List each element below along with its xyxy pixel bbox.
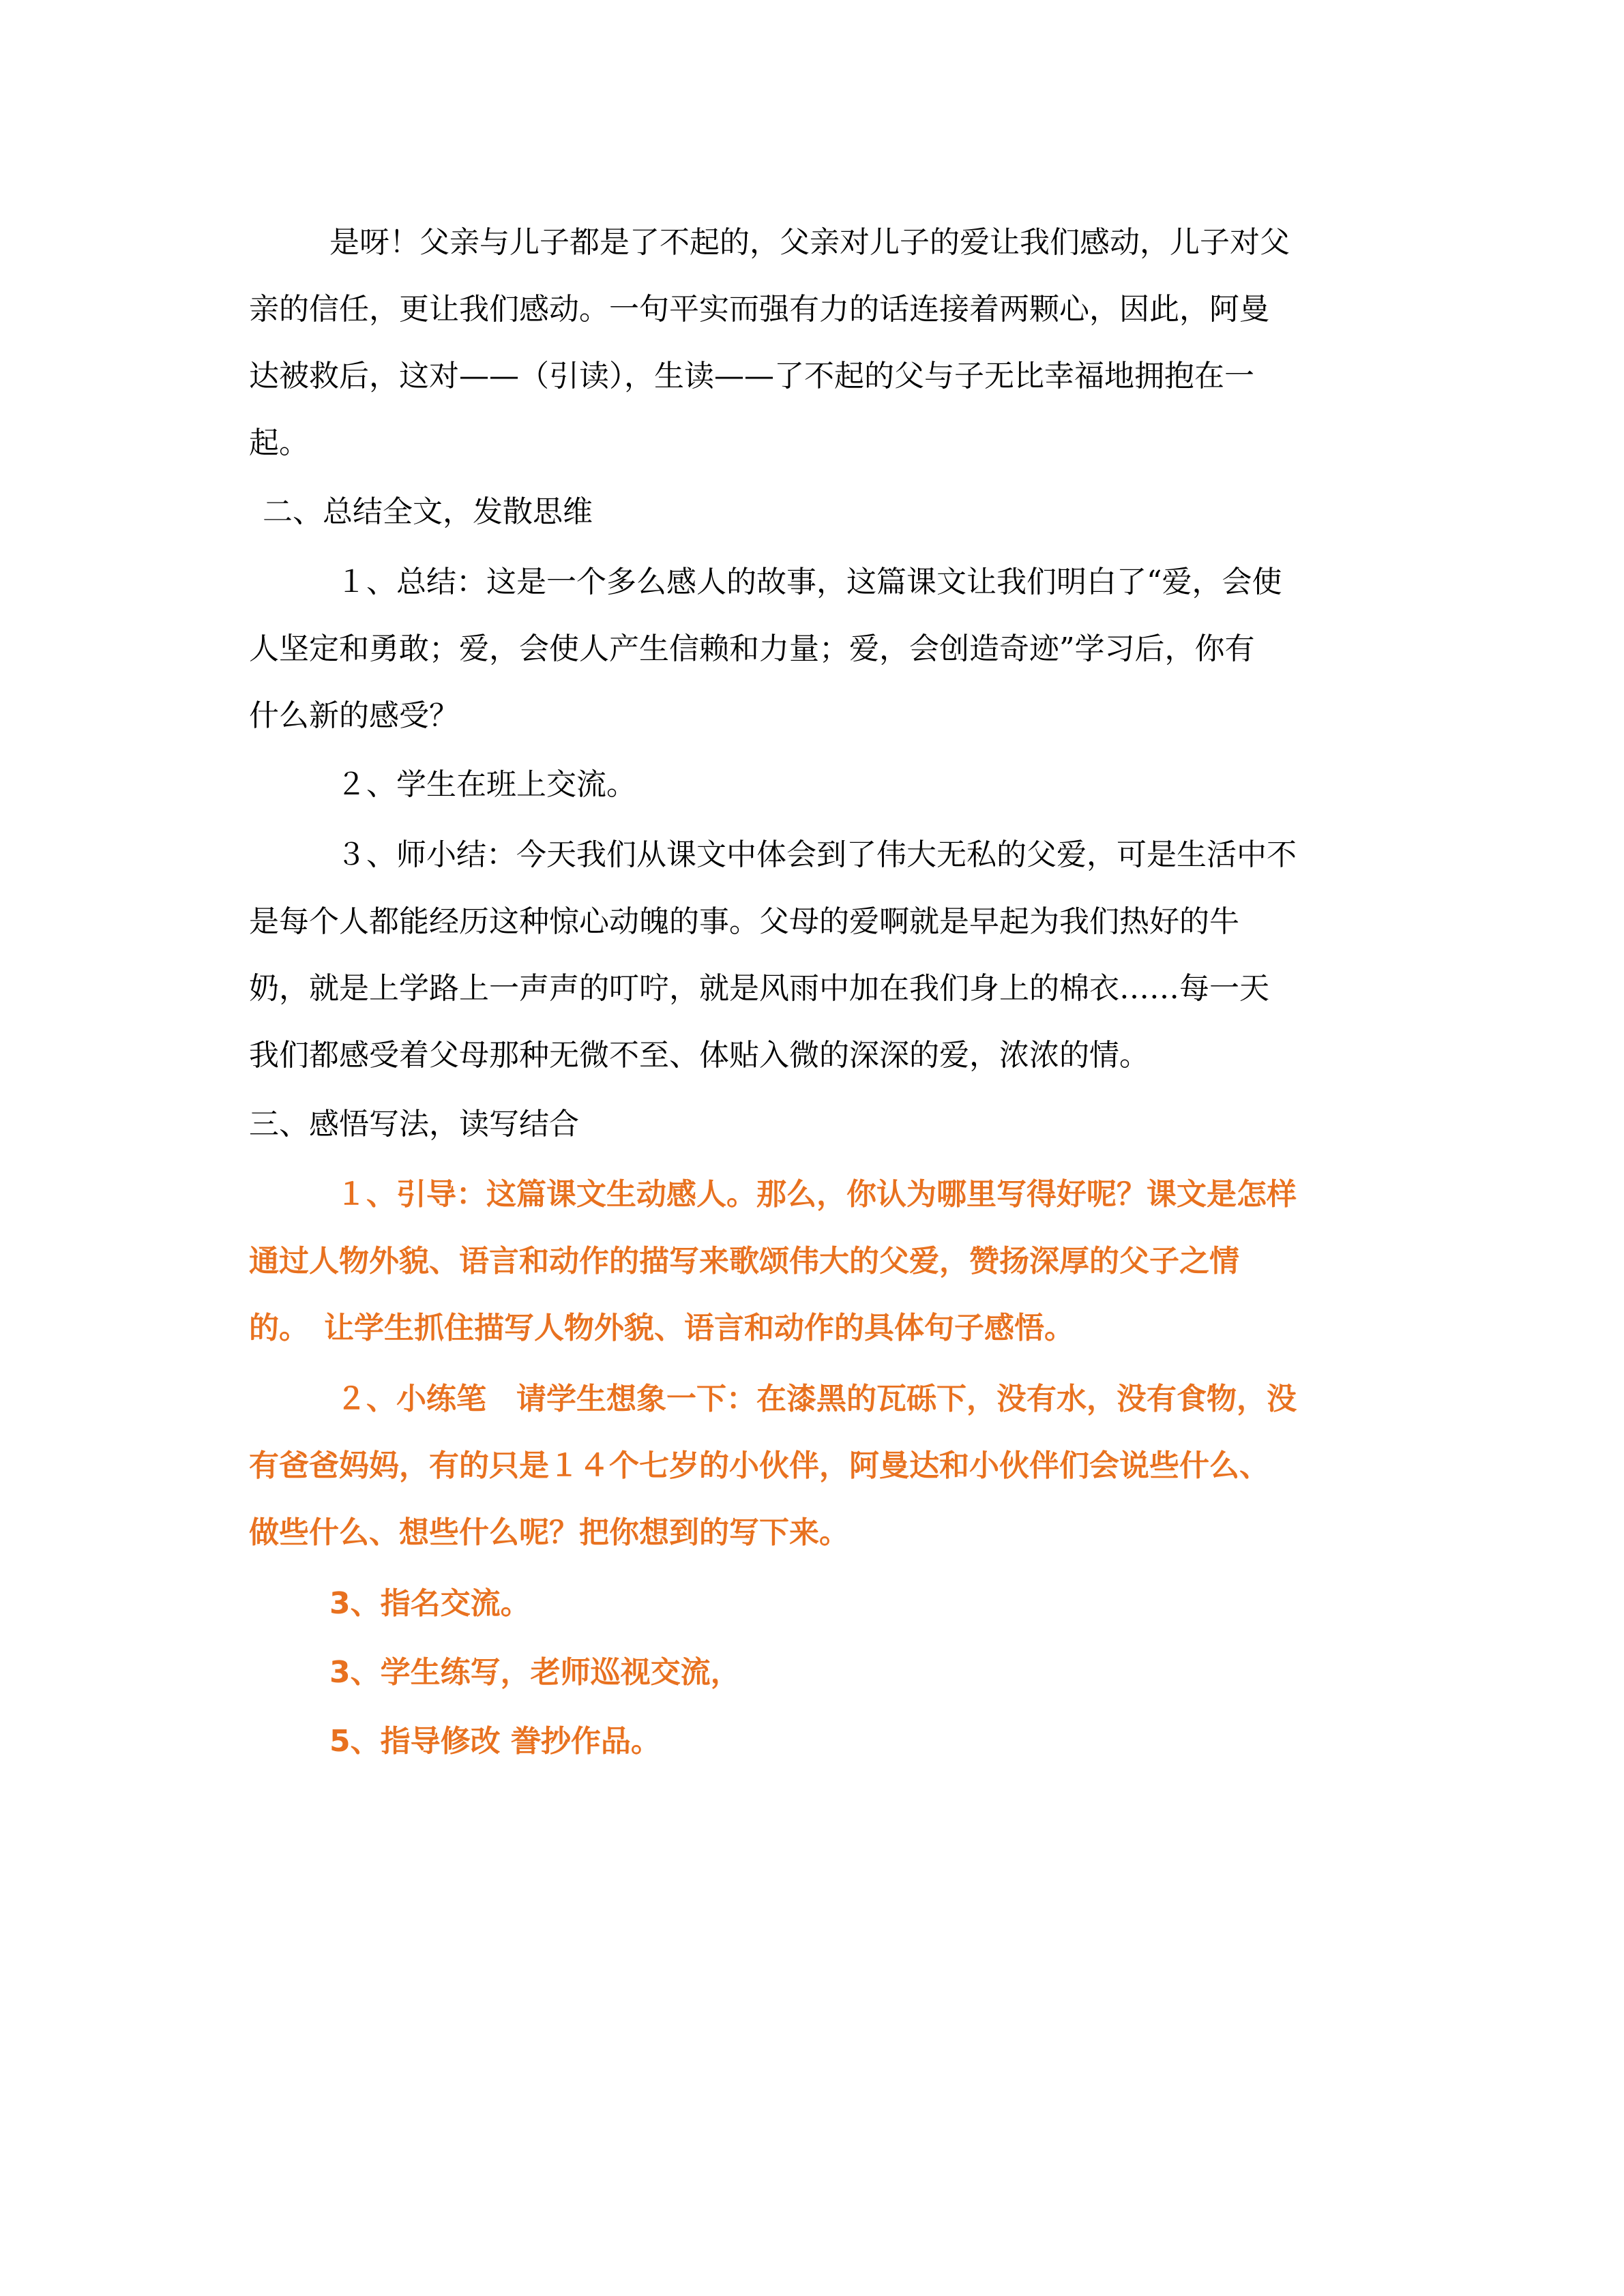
item-3-2-line-2: 有爸爸妈妈，有的只是１４个七岁的小伙伴，阿曼达和小伙伴们会说些什么、	[249, 1448, 1269, 1483]
item-2-3-line-2: 是每个人都能经历这种惊心动魄的事。父母的爱啊就是早起为我们热好的牛	[249, 904, 1239, 939]
item-2-3-line-1: ３、师小结：今天我们从课文中体会到了伟大无私的父爱，可是生活中不	[336, 837, 1297, 872]
paragraph-1-line-4: 起。	[249, 426, 309, 460]
item-3-5: 5、指导修改 誊抄作品。	[329, 1724, 661, 1759]
item-2-1-line-1: １、总结：这是一个多么感人的故事，这篇课文让我们明白了“爱，会使	[336, 565, 1282, 599]
item-3-1-line-1: １、引导：这篇课文生动感人。那么，你认为哪里写得好呢？课文是怎样	[336, 1177, 1297, 1212]
paragraph-1-line-3: 达被救后，这对——（引读），生读——了不起的父与子无比幸福地拥抱在一	[249, 359, 1254, 393]
item-3-1-line-3: 的。 让学生抓住描写人物外貌、语言和动作的具体句子感悟。	[249, 1311, 1074, 1345]
item-2-1-line-3: 什么新的感受？	[249, 698, 459, 733]
section-heading-2: 二、总结全文，发散思维	[263, 494, 593, 529]
item-3-3: 3、指名交流。	[329, 1586, 531, 1621]
paragraph-1-line-1: 是呀！父亲与儿子都是了不起的，父亲对儿子的爱让我们感动，儿子对父	[329, 225, 1290, 260]
item-3-2-line-1: ２、小练笔 请学生想象一下：在漆黑的瓦砾下，没有水，没有食物，没	[336, 1382, 1297, 1416]
item-2-2: ２、学生在班上交流。	[336, 767, 636, 802]
paragraph-1-line-2: 亲的信任，更让我们感动。一句平实而强有力的话连接着两颗心，因此，阿曼	[249, 292, 1269, 327]
item-3-4: 3、学生练写，老师巡视交流，	[329, 1655, 741, 1690]
section-heading-3: 三、感悟写法，读写结合	[249, 1107, 579, 1142]
item-2-3-line-4: 我们都感受着父母那种无微不至、体贴入微的深深的爱，浓浓的情。	[249, 1038, 1149, 1073]
item-3-1-line-2: 通过人物外貌、语言和动作的描写来歌颂伟大的父爱，赞扬深厚的父子之情	[249, 1244, 1239, 1279]
item-2-3-line-3: 奶，就是上学路上一声声的叮咛，就是风雨中加在我们身上的棉衣……每一天	[249, 971, 1269, 1006]
item-3-2-line-3: 做些什么、想些什么呢？把你想到的写下来。	[249, 1515, 849, 1550]
item-2-1-line-2: 人坚定和勇敢；爱，会使人产生信赖和力量；爱，会创造奇迹”学习后，你有	[249, 631, 1255, 666]
